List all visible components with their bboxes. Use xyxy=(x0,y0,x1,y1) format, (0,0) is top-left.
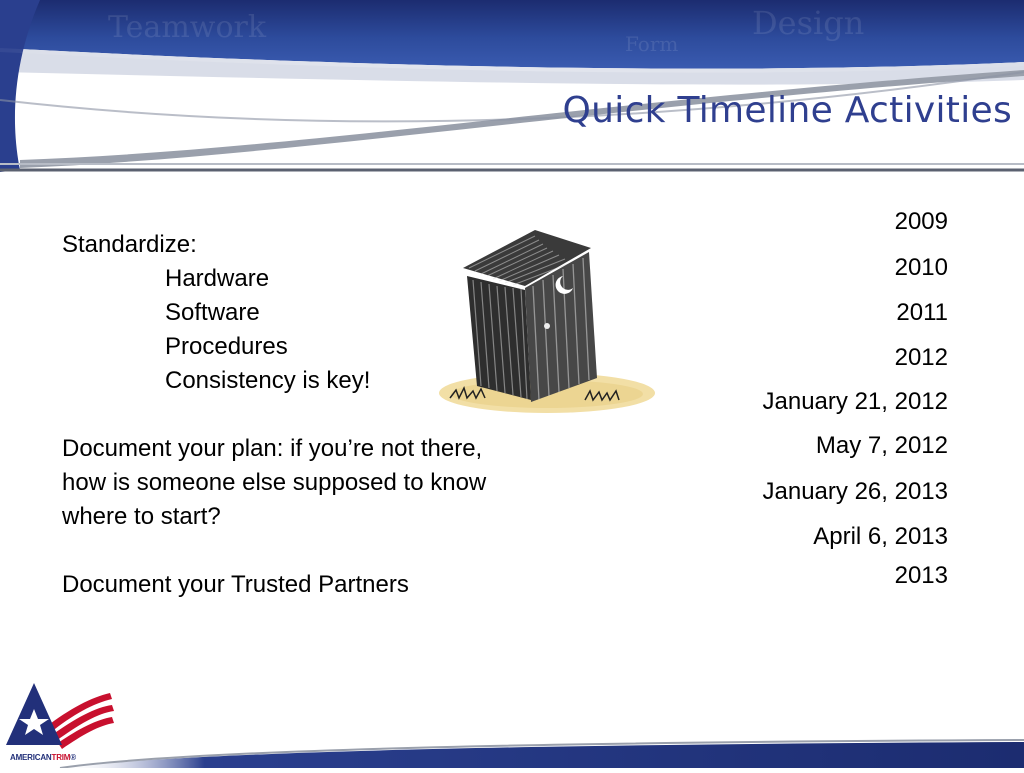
partners-line: Document your Trusted Partners xyxy=(62,571,409,598)
company-logo-icon xyxy=(4,679,114,764)
timeline-date: May 7, 2012 xyxy=(815,432,948,459)
list-item: Hardware xyxy=(165,265,270,292)
watermark-word: Design xyxy=(752,4,865,42)
timeline-date: April 6, 2013 xyxy=(813,523,948,550)
logo-text: AMERICANTRIM® xyxy=(10,753,76,762)
watermark-word: Teamwork xyxy=(108,10,267,45)
watermark-word: Form xyxy=(625,32,679,56)
timeline-date: 2013 xyxy=(894,562,948,589)
plan-line: how is someone else supposed to know xyxy=(62,469,487,496)
page-title: Quick Timeline Activities xyxy=(562,90,1012,131)
plan-line: where to start? xyxy=(62,503,221,530)
footer-band xyxy=(0,736,1024,768)
standardize-heading: Standardize: xyxy=(62,231,197,258)
outhouse-clipart-icon xyxy=(435,218,655,423)
timeline-date: 2011 xyxy=(896,299,948,326)
plan-line: Document your plan: if you’re not there, xyxy=(62,435,483,462)
timeline-date: 2012 xyxy=(894,344,948,371)
list-item: Software xyxy=(165,299,260,326)
timeline-date: January 21, 2012 xyxy=(762,388,948,415)
list-item: Consistency is key! xyxy=(165,367,371,394)
timeline-date: 2009 xyxy=(894,208,948,235)
list-item: Procedures xyxy=(165,333,288,360)
timeline-date: 2010 xyxy=(894,254,948,281)
timeline-date: January 26, 2013 xyxy=(762,478,948,505)
